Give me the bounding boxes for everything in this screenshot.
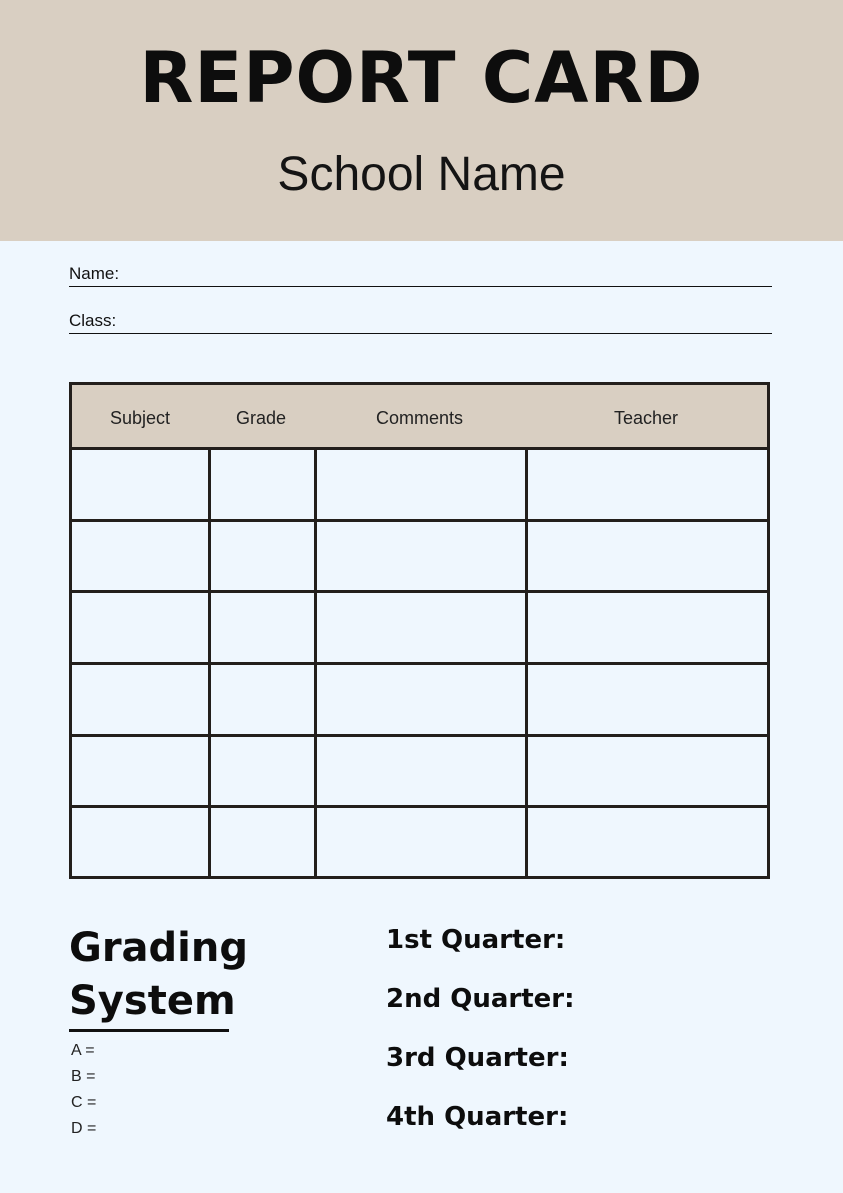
name-label: Name:	[69, 264, 120, 283]
quarter-3-label: 3rd Quarter:	[386, 1043, 569, 1073]
teacher-cell[interactable]	[528, 522, 767, 588]
grade-cell[interactable]	[211, 522, 314, 588]
quarters-list	[386, 920, 575, 1156]
class-label: Class:	[69, 311, 117, 330]
class-field[interactable]	[69, 309, 772, 334]
column-header-comments: Comments	[375, 408, 464, 428]
name-field[interactable]	[69, 262, 772, 287]
grading-system-heading	[69, 922, 269, 1028]
grade-cell[interactable]	[211, 593, 314, 659]
subject-cell[interactable]	[72, 737, 208, 803]
comments-cell[interactable]	[317, 737, 525, 803]
grade-cell[interactable]	[211, 737, 314, 803]
subject-cell[interactable]	[72, 593, 208, 659]
grade-d-label: D =	[71, 1120, 97, 1137]
comments-cell[interactable]	[317, 522, 525, 588]
comments-cell[interactable]	[317, 593, 525, 659]
page-title: REPORT CARD	[139, 37, 704, 119]
grading-title-line: Grading	[69, 925, 249, 971]
grade-b-label: B =	[71, 1068, 96, 1085]
quarter-2-label: 2nd Quarter:	[386, 984, 575, 1014]
grade-cell[interactable]	[211, 665, 314, 731]
column-divider	[314, 450, 317, 876]
grade-c-label: C =	[71, 1094, 97, 1111]
teacher-cell[interactable]	[528, 665, 767, 731]
school-name: School Name	[277, 148, 566, 201]
grade-a-label: A =	[71, 1042, 95, 1059]
subject-cell[interactable]	[72, 450, 208, 519]
comments-cell[interactable]	[317, 450, 525, 519]
column-divider	[525, 450, 528, 876]
column-header-subject: Subject	[109, 408, 171, 428]
grade-scale-list	[71, 1038, 96, 1142]
table-row	[72, 734, 767, 803]
column-header-grade: Grade	[235, 408, 287, 428]
quarter-4-label: 4th Quarter:	[386, 1102, 569, 1132]
divider	[69, 1029, 229, 1032]
table-row	[72, 519, 767, 588]
table-header	[72, 385, 767, 450]
grade-cell[interactable]	[211, 808, 314, 876]
grading-title-line: System	[69, 978, 236, 1024]
grade-cell[interactable]	[211, 450, 314, 519]
teacher-cell[interactable]	[528, 593, 767, 659]
comments-cell[interactable]	[317, 665, 525, 731]
column-divider	[208, 450, 211, 876]
column-header-teacher: Teacher	[613, 408, 679, 428]
table-row	[72, 805, 767, 876]
header-banner	[0, 0, 843, 241]
table-row	[72, 590, 767, 659]
quarter-1-label: 1st Quarter:	[386, 925, 566, 955]
teacher-cell[interactable]	[528, 450, 767, 519]
table-row	[72, 662, 767, 731]
comments-cell[interactable]	[317, 808, 525, 876]
grades-table	[69, 382, 770, 879]
subject-cell[interactable]	[72, 665, 208, 731]
table-row	[72, 450, 767, 519]
teacher-cell[interactable]	[528, 808, 767, 876]
subject-cell[interactable]	[72, 808, 208, 876]
subject-cell[interactable]	[72, 522, 208, 588]
teacher-cell[interactable]	[528, 737, 767, 803]
